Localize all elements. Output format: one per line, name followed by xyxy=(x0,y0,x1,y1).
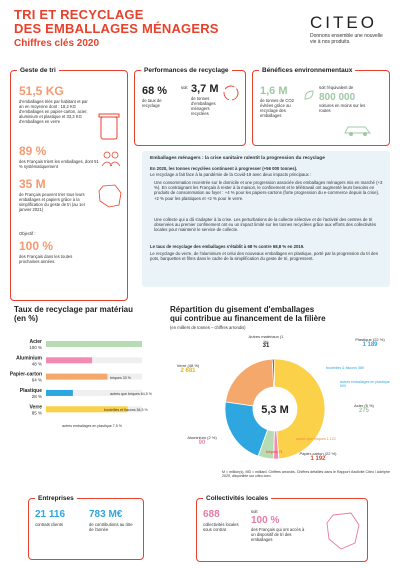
entreprises-text-2: de contributions au titre de l'année xyxy=(89,522,133,532)
pie-label-acier xyxy=(350,404,378,413)
logo-text: CITEO xyxy=(310,14,377,30)
collectivites-heading: Collectivités locales xyxy=(203,495,271,502)
pie-alu-value: 90 xyxy=(198,439,206,446)
leaf-icon xyxy=(303,89,315,101)
entreprises-value-2: 783 M€ xyxy=(89,509,123,520)
bar-papier-carton xyxy=(46,374,107,380)
bar-value-1: 48 % xyxy=(31,361,42,367)
geste-heading: Geste de tri xyxy=(17,67,59,74)
pie-label-autres xyxy=(246,335,286,349)
env-text-1: de tonnes de CO2 évitées grâce au recyclage des emballages xyxy=(260,98,294,118)
bar-label-3: Plastique xyxy=(19,387,42,394)
bar-value-3: 28 % xyxy=(31,393,42,399)
collectivites-prefix: soit xyxy=(251,509,258,514)
pie-note: M = million(s), MD = milliard. Chiffres arrondis. Chiffres détaillés dans le Rapport d'activité Citeo / Adelphe 2020, disponible sur citeo.com. xyxy=(222,470,390,479)
pie-label-autres-brique: autres que briques 1 122 xyxy=(296,437,336,441)
car-icon xyxy=(343,123,373,137)
bar-acier xyxy=(46,341,142,347)
env-prefix-2: soit l'équivalent de xyxy=(319,85,354,90)
collectivites-text-1: collectivités locales sous contrat xyxy=(203,522,239,532)
covid-p4: Le recyclage du verre, de l'aluminium et celui des nouveaux emballages en plastique, porté par la progression du tri des pots, barquettes et films dans le cadre de la simplification du geste de tri, progressent. xyxy=(150,251,378,262)
sublabel-bouteilles: bouteilles et flacons 54,5 % xyxy=(104,408,148,412)
covid-info-box xyxy=(142,151,390,287)
people-icon xyxy=(101,151,121,167)
pie-verre-value: 2 681 xyxy=(180,367,196,374)
pie-acier-name: Acier (5 %) xyxy=(354,403,374,408)
env-text-2: voitures en moins sur les routes xyxy=(319,103,366,113)
geste-objective-text: des Français dans les toutes prochaines années. xyxy=(19,254,73,264)
environnement-box xyxy=(252,67,390,146)
page-title xyxy=(14,8,219,36)
title-line-1: TRI ET RECYCLAGE xyxy=(14,7,144,22)
covid-p3: Le taux de recyclage des emballages s'établit à 68 % contre 68,8 % en 2019. xyxy=(150,244,305,249)
tagline: Donnons ensemble une nouvelle vie à nos produits. xyxy=(310,33,383,45)
geste-stat2-text: des Français trient les emballages, dont 51 % systématiquement xyxy=(19,159,99,169)
pie-alu-name: Aluminium (2 %) xyxy=(187,435,217,440)
pie-label-papier xyxy=(296,452,340,461)
bar-label-1: Aluminium xyxy=(16,355,42,362)
bar-chart-title: Taux de recyclage par matériau (en %) xyxy=(14,305,134,323)
perf-prefix-2: soit xyxy=(181,85,188,90)
geste-stat1-text: d'emballages triés par habitant et par an en moyenne dont : 18,2 KG d'emballages en papier-carton, acier, aluminium et plastique et 33,3 KG d'emballages en verre xyxy=(19,99,88,124)
pie-label-bouteilles: bouteilles & flacons 589 xyxy=(326,366,364,370)
collectivites-value-2: 100 % xyxy=(251,515,280,526)
covid-bullet-1: Une consommation recentrée sur le domicile et une progression associée des emballages ménagers mis en marché (+3 %). En contraignant les Français à rester à la maison, le confinement et le télétravail ont augmenté leurs besoins en produits de consommation au foyer : +4 % pour les papiers-cartons (forte progression du e-commerce depuis la crise), +2 % pour les plastiques et +2 % pour le verre. xyxy=(154,180,383,201)
sublabel-autres-plastique: autres emballages en plastique 7,5 % xyxy=(62,424,122,428)
geste-stat1-value: 51,5 KG xyxy=(19,84,64,98)
entreprises-heading: Entreprises xyxy=(35,495,77,502)
performances-box xyxy=(134,67,246,146)
covid-title: Emballages ménagers : la crise sanitaire ralentit la progression du recyclage xyxy=(150,156,325,161)
bar-aluminium xyxy=(46,357,92,363)
bar-chart xyxy=(0,327,150,455)
pie-label-alu xyxy=(184,436,220,445)
covid-bullet-2: Une collecte qui a dû s'adapter à la crise. Les perturbations de la collecte sélective et de l'activité des centres de tri observées au premier confinement ont eu un impact limité sur les tonnes recyclées grâce aux efforts des collectivités locales pour maintenir le service de collecte. xyxy=(154,217,377,233)
pie-chart-title xyxy=(170,305,390,323)
geste-objective-value: 100 % xyxy=(19,239,54,253)
geste-stat3-text: de Français peuvent trier tous leurs emballages et papiers grâce à la simplification du geste de tri (au 1er janvier 2021) xyxy=(19,192,86,212)
sublabel-autres-papier: autres que briques 64,5 % xyxy=(110,392,152,396)
geste-stat2-value: 89 % xyxy=(19,144,47,158)
entreprises-box xyxy=(28,495,144,560)
recycle-bin-icon xyxy=(97,111,121,141)
pie-autres-name: Autres matériaux (1 %) xyxy=(248,334,284,344)
perf-text-2: de tonnes d'emballages ménagers recyclées xyxy=(191,96,216,116)
page-subtitle: Chiffres clés 2020 xyxy=(14,38,100,49)
env-value-2: 800 000 xyxy=(319,92,356,103)
pie-plastique-value: 1 189 xyxy=(362,341,378,348)
pie-autres-value: 31 xyxy=(262,343,270,350)
bar-plastique xyxy=(46,390,73,396)
collectivites-value-1: 688 xyxy=(203,509,220,520)
perf-value-2: 3,7 M xyxy=(191,83,219,95)
entreprises-value-1: 21 116 xyxy=(35,509,66,520)
covid-p2: Le recyclage a fait face à la pandémie de la Covid-19 avec deux impacts principaux : xyxy=(150,172,312,177)
pie-papier-value: 1 192 xyxy=(310,455,326,462)
pie-subtitle: (en milliers de tonnes – chiffres arrondis) xyxy=(170,325,246,330)
recycling-arrows-icon xyxy=(221,83,241,103)
citeo-logo xyxy=(310,14,384,30)
pie-verre-name: Verre (48 %) xyxy=(176,363,200,368)
pie-title-line-2: qui contribue au financement de la filière xyxy=(170,314,326,323)
title-line-2: DES EMBALLAGES MÉNAGERS xyxy=(14,21,219,36)
pie-label-briques: briques 71 xyxy=(266,450,283,454)
pie-label-plastique xyxy=(352,338,388,347)
geste-objective-label: Objectif : xyxy=(19,231,36,236)
bar-value-2: 64 % xyxy=(31,377,42,383)
pie-papier-name: Papier-carton (22 %) xyxy=(299,451,337,456)
bar-label-4: Verre xyxy=(29,404,42,411)
pie-label-autres-plastique: autres emballages en plastique 600 xyxy=(340,380,390,388)
bar-value-0: 100 % xyxy=(29,345,42,350)
collectivites-box xyxy=(196,495,368,562)
map-icon xyxy=(97,183,123,209)
env-heading: Bénéfices environnementaux xyxy=(259,67,355,74)
sublabel-briques: briques 33 % xyxy=(110,376,131,380)
geste-de-tri-box xyxy=(10,67,128,301)
covid-p1: En 2020, les tonnes recyclées continuent à progresser (+56 000 tonnes). xyxy=(150,166,298,171)
bar-label-0: Acier xyxy=(29,339,42,345)
pie-slice-papier-carton xyxy=(226,359,274,406)
collectivites-text-2: des Français qui ont accès à un dispositif de tri des emballages xyxy=(251,527,305,542)
bar-value-4: 85 % xyxy=(31,410,42,416)
map-icon xyxy=(325,511,361,551)
pie-acier-value: 275 xyxy=(358,407,369,414)
env-value-1: 1,6 M xyxy=(260,85,288,97)
bar-label-2: Papier-carton xyxy=(9,371,42,378)
geste-stat3-value: 35 M xyxy=(19,177,46,191)
pie-label-verre xyxy=(170,364,206,373)
pie-title-line-1: Répartition du gisement d'emballages xyxy=(170,305,315,314)
entreprises-text-1: contrats clients xyxy=(35,522,63,527)
pie-center-label: 5,3 M xyxy=(261,404,289,416)
perf-heading: Performances de recyclage xyxy=(141,67,232,74)
pie-plastique-name: Plastique (22 %) xyxy=(355,337,385,342)
perf-text-1: de taux de recyclage xyxy=(142,98,162,108)
perf-value-1: 68 % xyxy=(142,85,168,97)
